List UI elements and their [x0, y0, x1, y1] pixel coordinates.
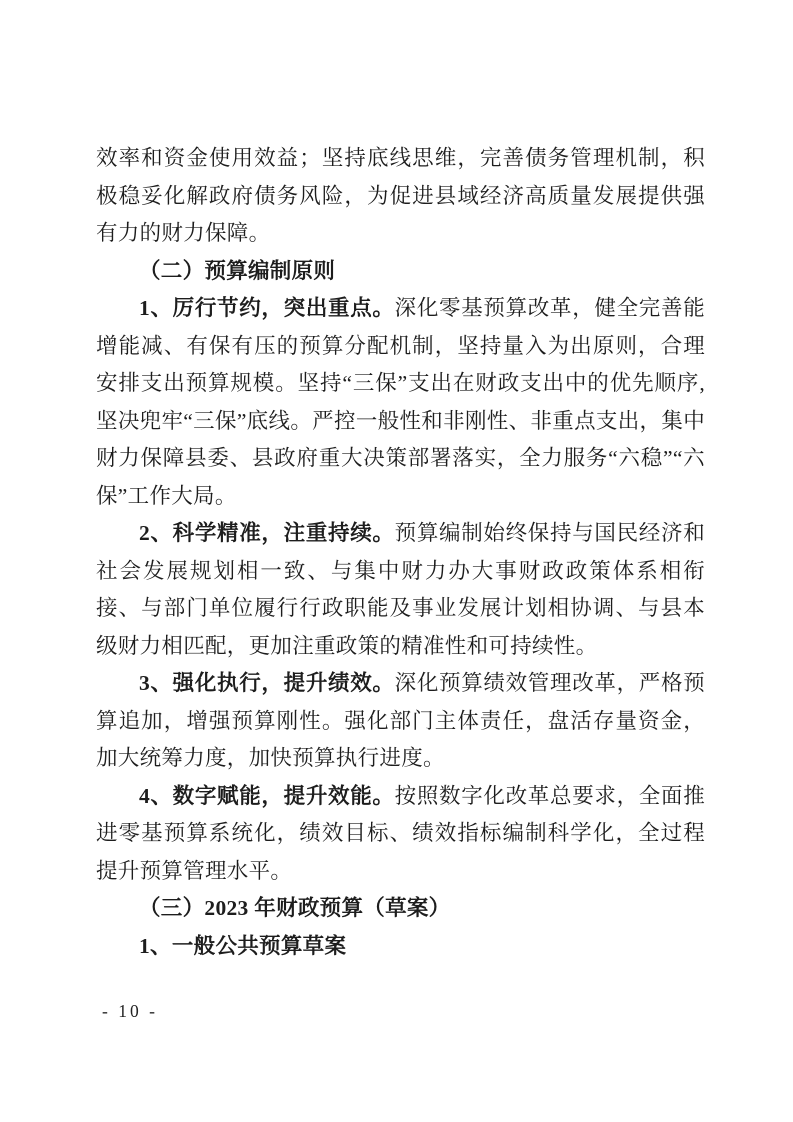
paragraph-text: 预算编制始终保持与国民经济和社会发展规划相一致、与集中财力办大事财政政策体系相衔接、与部门单位履行行政职能及事业发展计划相协调、与县本级财力相匹配，更加注重政策的精准性和可持续性。	[96, 521, 705, 658]
heading-text: （三）2023 年财政预算（草案）	[139, 896, 451, 920]
section-heading-3	[96, 890, 705, 928]
paragraph-principle-1	[96, 290, 705, 515]
document-body	[96, 140, 705, 965]
paragraph-lead: 1、厉行节约，突出重点。	[139, 296, 395, 320]
paragraph-continuation	[96, 140, 705, 253]
paragraph-text: 按照数字化改革总要求，全面推进零基预算系统化，绩效目标、绩效指标编制科学化，全过程提升预算管理水平。	[96, 783, 705, 883]
paragraph-lead: 3、强化执行，提升绩效。	[139, 671, 395, 695]
paragraph-text: 效率和资金使用效益；坚持底线思维，完善债务管理机制，积极稳妥化解政府债务风险，为促进县域经济高质量发展提供强有力的财力保障。	[96, 146, 705, 245]
subsection-heading-1	[96, 928, 705, 966]
paragraph-principle-2	[96, 515, 705, 665]
heading-text: 1、一般公共预算草案	[139, 933, 347, 958]
heading-text: （二）预算编制原则	[139, 258, 336, 283]
section-heading-2	[96, 253, 705, 291]
paragraph-text: 深化零基预算改革，健全完善能增能减、有保有压的预算分配机制，坚持量入为出原则，合理安排支出预算规模。坚持“三保”支出在财政支出中的优先顺序,坚决兜牢“三保”底线。严控一般性和非刚性、非重点支出，集中财力保障县委、县政府重大决策部署落实，全力服务“六稳”“六保”工作大局。	[96, 296, 705, 508]
paragraph-principle-4	[96, 778, 705, 891]
paragraph-text: 深化预算绩效管理改革，严格预算追加，增强预算刚性。强化部门主体责任，盘活存量资金，加大统筹力度，加快预算执行进度。	[96, 671, 705, 770]
paragraph-lead: 2、科学精准，注重持续。	[139, 521, 395, 545]
page-number: - 10 -	[102, 1001, 158, 1021]
paragraph-principle-3	[96, 665, 705, 778]
paragraph-lead: 4、数字赋能，提升效能。	[139, 783, 395, 808]
